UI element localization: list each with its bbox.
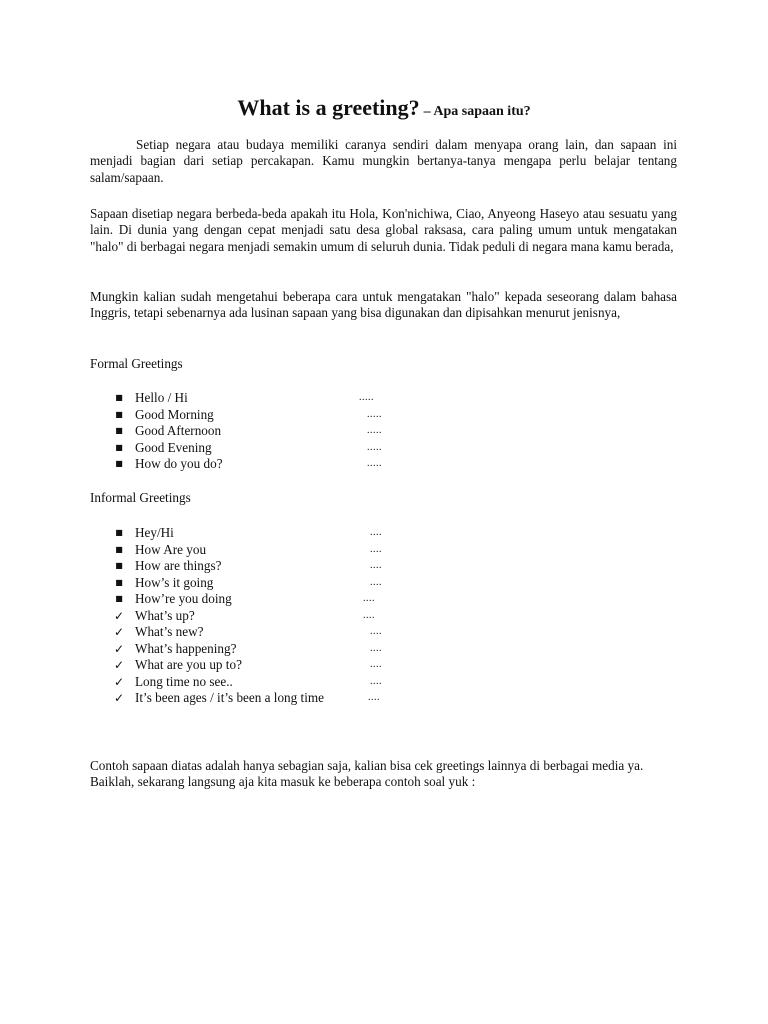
greeting-text: Good Evening bbox=[135, 439, 212, 455]
answer-blank-dots: .... bbox=[370, 675, 382, 687]
greeting-text: How are things? bbox=[135, 558, 222, 573]
answer-blank-dots: .... bbox=[370, 659, 382, 670]
paragraph-english-greetings: Mungkin kalian sudah mengetahui beberapa cara untuk mengatakan "halo" kepada seseorang dalam bahasa Inggris, tetapi sebenarnya ada lusinan sapaan yang bisa digunakan dan dipisahkan menurut jenisnya, bbox=[90, 289, 677, 321]
checkmark-bullet-icon: ✓ bbox=[113, 658, 125, 672]
checkmark-bullet-icon: ✓ bbox=[113, 674, 125, 689]
answer-blank-dots: ..... bbox=[367, 408, 382, 420]
greeting-text: Long time no see.. bbox=[135, 673, 233, 689]
answer-blank-dots: .... bbox=[370, 560, 382, 571]
greeting-text: Good Afternoon bbox=[135, 423, 222, 438]
square-bullet-icon: ■ bbox=[115, 544, 123, 554]
checkmark-bullet-icon: ✓ bbox=[113, 608, 125, 623]
answer-blank-dots: .... bbox=[370, 527, 382, 538]
checkmark-bullet-icon: ✓ bbox=[113, 625, 125, 639]
list-item bbox=[0, 542, 768, 559]
document-title bbox=[0, 95, 768, 121]
list-item bbox=[0, 390, 768, 407]
greeting-text: How’re you doing bbox=[135, 591, 232, 606]
paragraph-closing: Contoh sapaan diatas adalah hanya sebagian saja, kalian bisa cek greetings lainnya di berbagai media ya. Baiklah, sekarang langsung aja kita masuk ke beberapa contoh soal yuk : bbox=[90, 758, 644, 790]
greeting-text: What’s up? bbox=[135, 607, 195, 623]
list-item bbox=[0, 591, 768, 608]
greeting-text: It’s been ages / it’s been a long time bbox=[135, 690, 324, 705]
answer-blank-dots: ..... bbox=[367, 425, 382, 436]
greeting-text: Hello / Hi bbox=[135, 390, 188, 405]
list-item bbox=[0, 690, 768, 707]
answer-blank-dots: .... bbox=[370, 543, 382, 555]
list-item bbox=[0, 608, 768, 625]
square-bullet-icon: ■ bbox=[115, 393, 123, 402]
paragraph-intro: Setiap negara atau budaya memiliki caranya sendiri dalam menyapa orang lain, dan sapaan ini menjadi bagian dari setiap percakapan. Kamu mungkin bertanya-tanya mengapa perlu belajar tentang salam/sapaan. bbox=[90, 137, 677, 185]
square-bullet-icon: ■ bbox=[115, 459, 123, 468]
list-item bbox=[0, 456, 768, 473]
square-bullet-icon: ■ bbox=[115, 577, 123, 587]
formal-greetings-heading: Formal Greetings bbox=[90, 356, 183, 371]
list-item bbox=[0, 423, 768, 440]
list-item bbox=[0, 575, 768, 592]
square-bullet-icon: ■ bbox=[115, 426, 123, 435]
answer-blank-dots: .... bbox=[363, 609, 375, 621]
answer-blank-dots: .... bbox=[363, 593, 375, 604]
list-item bbox=[0, 624, 768, 641]
list-item bbox=[0, 558, 768, 575]
checkmark-bullet-icon: ✓ bbox=[113, 641, 125, 656]
greeting-text: Good Morning bbox=[135, 406, 214, 422]
greeting-text: Hey/Hi bbox=[135, 525, 174, 540]
greeting-text: How Are you bbox=[135, 541, 207, 557]
list-item bbox=[0, 440, 768, 457]
square-bullet-icon: ■ bbox=[115, 442, 123, 452]
informal-greetings-heading: Informal Greetings bbox=[90, 490, 191, 505]
answer-blank-dots: .... bbox=[370, 642, 382, 654]
square-bullet-icon: ■ bbox=[115, 528, 123, 537]
answer-blank-dots: ..... bbox=[359, 392, 374, 403]
greeting-text: What’s happening? bbox=[135, 640, 237, 656]
square-bullet-icon: ■ bbox=[115, 409, 123, 419]
checkmark-bullet-icon: ✓ bbox=[113, 691, 125, 705]
answer-blank-dots: ..... bbox=[367, 441, 382, 453]
greeting-text: What are you up to? bbox=[135, 657, 242, 672]
answer-blank-dots: .... bbox=[368, 692, 380, 703]
answer-blank-dots: .... bbox=[370, 626, 382, 637]
list-item bbox=[0, 407, 768, 424]
title-main: What is a greeting? bbox=[237, 95, 420, 120]
list-item bbox=[0, 641, 768, 658]
square-bullet-icon: ■ bbox=[115, 561, 123, 570]
greeting-text: What’s new? bbox=[135, 624, 204, 639]
greeting-text: How do you do? bbox=[135, 456, 223, 471]
answer-blank-dots: .... bbox=[370, 576, 382, 588]
list-item bbox=[0, 525, 768, 542]
answer-blank-dots: ..... bbox=[367, 458, 382, 469]
list-item bbox=[0, 657, 768, 674]
paragraph-greetings-countries: Sapaan disetiap negara berbeda-beda apakah itu Hola, Kon'nichiwa, Ciao, Anyeong Haseyo atau sesuatu yang lain. Di dunia yang dengan cepat menjadi satu desa global raksasa, cara paling umum untuk mengatakan "halo" di berbagai negara menjadi semakin umum di seluruh dunia. Tidak peduli di negara mana kamu berada, bbox=[90, 206, 677, 254]
list-item bbox=[0, 674, 768, 691]
title-subtitle: – Apa sapaan itu? bbox=[423, 104, 531, 119]
square-bullet-icon: ■ bbox=[115, 594, 123, 603]
greeting-text: How’s it going bbox=[135, 574, 214, 590]
